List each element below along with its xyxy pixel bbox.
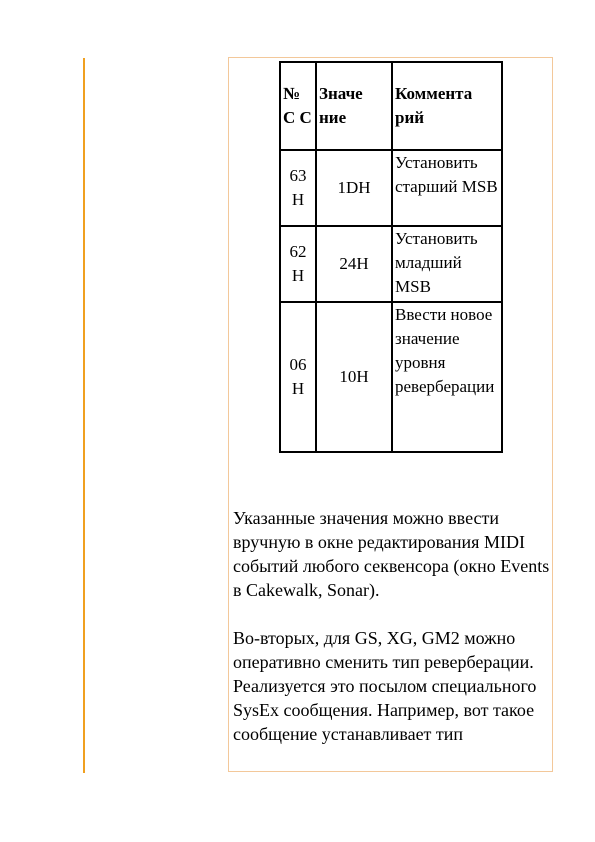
cell-value: 24H — [316, 226, 392, 302]
cell-cc-number: 06 H — [280, 302, 316, 452]
table-row — [280, 150, 502, 226]
cell-cc-number: 63 H — [280, 150, 316, 226]
header-value: Значе ние — [316, 62, 392, 150]
table-row — [280, 226, 502, 302]
table-header-row — [280, 62, 502, 150]
paragraph-manual-entry: Указанные значения можно ввести вручную в окне редактирования MIDI событий любого секвенсора (окно Events в Cakewalk, Sonar). — [233, 508, 550, 600]
cell-value: 10H — [316, 302, 392, 452]
cell-cc-number: 62 H — [280, 226, 316, 302]
cell-comment: Установить старший MSB — [392, 150, 502, 226]
cc-table — [279, 61, 503, 453]
margin-rule — [83, 58, 85, 773]
header-cc-number: № С С — [280, 62, 316, 150]
header-comment: Коммента рий — [392, 62, 502, 150]
cell-comment: Установить младший MSB — [392, 226, 502, 302]
table-row — [280, 302, 502, 452]
paragraph-reverb-type: Во-вторых, для GS, XG, GM2 можно оперативно сменить тип реверберации. Реализуется это посылом специального SysEx сообщения. Например, вот такое сообщение устанавливает тип — [233, 628, 537, 744]
cell-comment: Ввести новое значение уровня реверберации — [392, 302, 502, 452]
cell-value: 1DH — [316, 150, 392, 226]
